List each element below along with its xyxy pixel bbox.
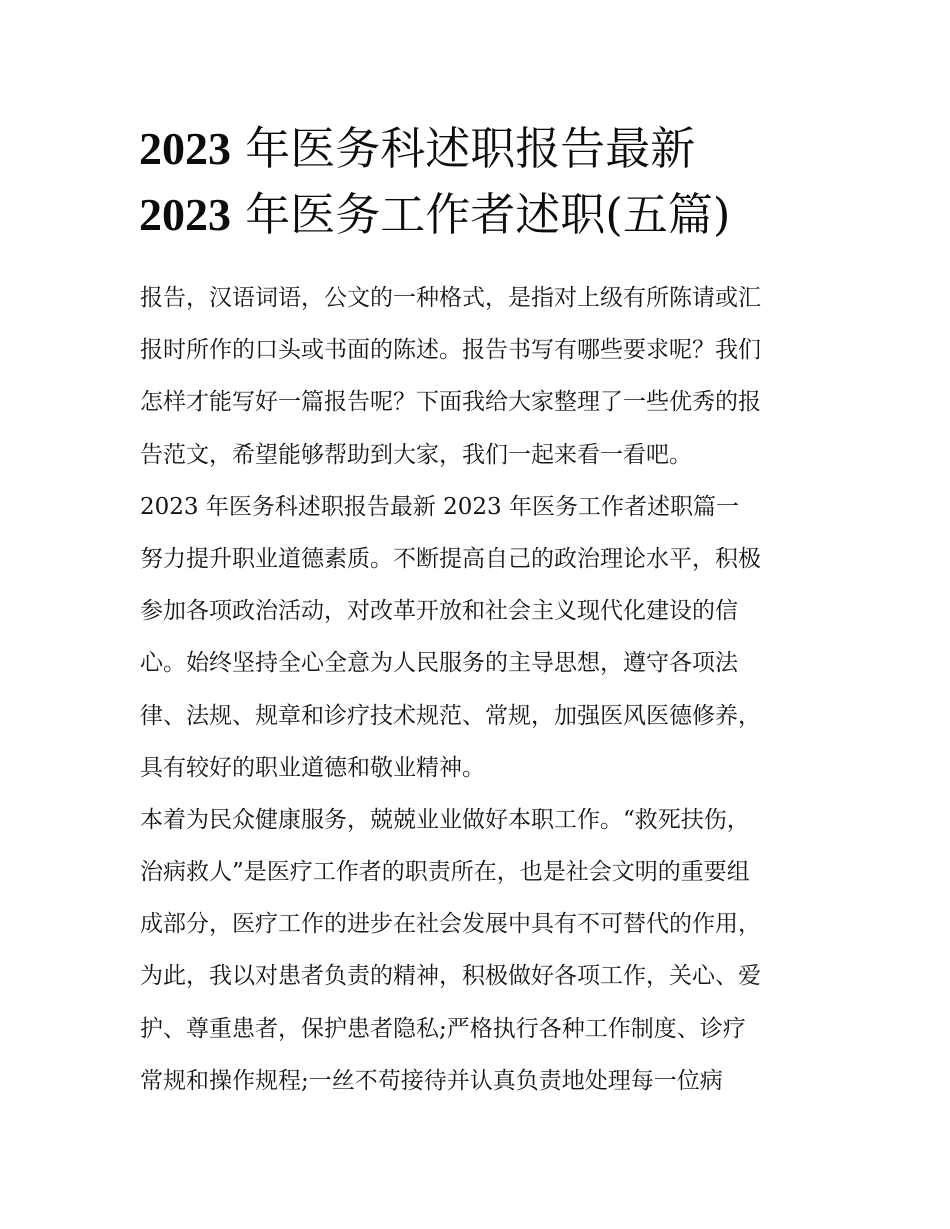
section-heading: 2023 年医务科述职报告最新 2023 年医务工作者述职篇一 <box>140 493 739 520</box>
title-line-1 <box>139 116 839 182</box>
body-line: 治病救人”是医疗工作者的职责所在，也是社会文明的重要组 <box>140 859 750 886</box>
title-text-2: 年医务工作者述职(五篇) <box>231 188 731 241</box>
title-year-1: 2023 <box>139 123 231 174</box>
title-year-2: 2023 <box>139 189 231 240</box>
body-line: 努力提升职业道德素质。不断提高自己的政治理论水平，积极 <box>140 545 761 572</box>
document-body <box>140 278 820 1113</box>
body-line: 具有较好的职业道德和敬业精神。 <box>140 754 485 781</box>
title-text-1: 年医务科述职报告最新 <box>231 122 696 175</box>
body-line: 参加各项政治活动，对改革开放和社会主义现代化建设的信 <box>140 598 738 625</box>
document-title <box>139 116 839 248</box>
body-line: 为此，我以对患者负责的精神，积极做好各项工作，关心、爱 <box>140 963 761 990</box>
body-line: 怎样才能写好一篇报告呢？下面我给大家整理了一些优秀的报 <box>140 389 761 416</box>
body-line: 律、法规、规章和诊疗技术规范、常规，加强医风医德修养， <box>140 702 761 729</box>
body-line: 心。始终坚持全心全意为人民服务的主导思想，遵守各项法 <box>140 650 738 677</box>
body-line: 护、尊重患者，保护患者隐私;严格执行各种工作制度、诊疗 <box>140 1015 746 1042</box>
body-line: 成部分，医疗工作的进步在社会发展中具有不可替代的作用， <box>140 911 761 938</box>
body-line: 报时所作的口头或书面的陈述。报告书写有哪些要求呢？我们 <box>140 337 761 364</box>
body-line: 告范文，希望能够帮助到大家，我们一起来看一看吧。 <box>140 441 692 468</box>
title-line-2 <box>139 182 839 248</box>
body-line: 本着为民众健康服务，兢兢业业做好本职工作。“救死扶伤， <box>140 806 750 833</box>
body-line: 常规和操作规程;一丝不苟接待并认真负责地处理每一位病 <box>140 1067 723 1094</box>
body-line: 报告，汉语词语，公文的一种格式，是指对上级有所陈请或汇 <box>140 285 761 311</box>
